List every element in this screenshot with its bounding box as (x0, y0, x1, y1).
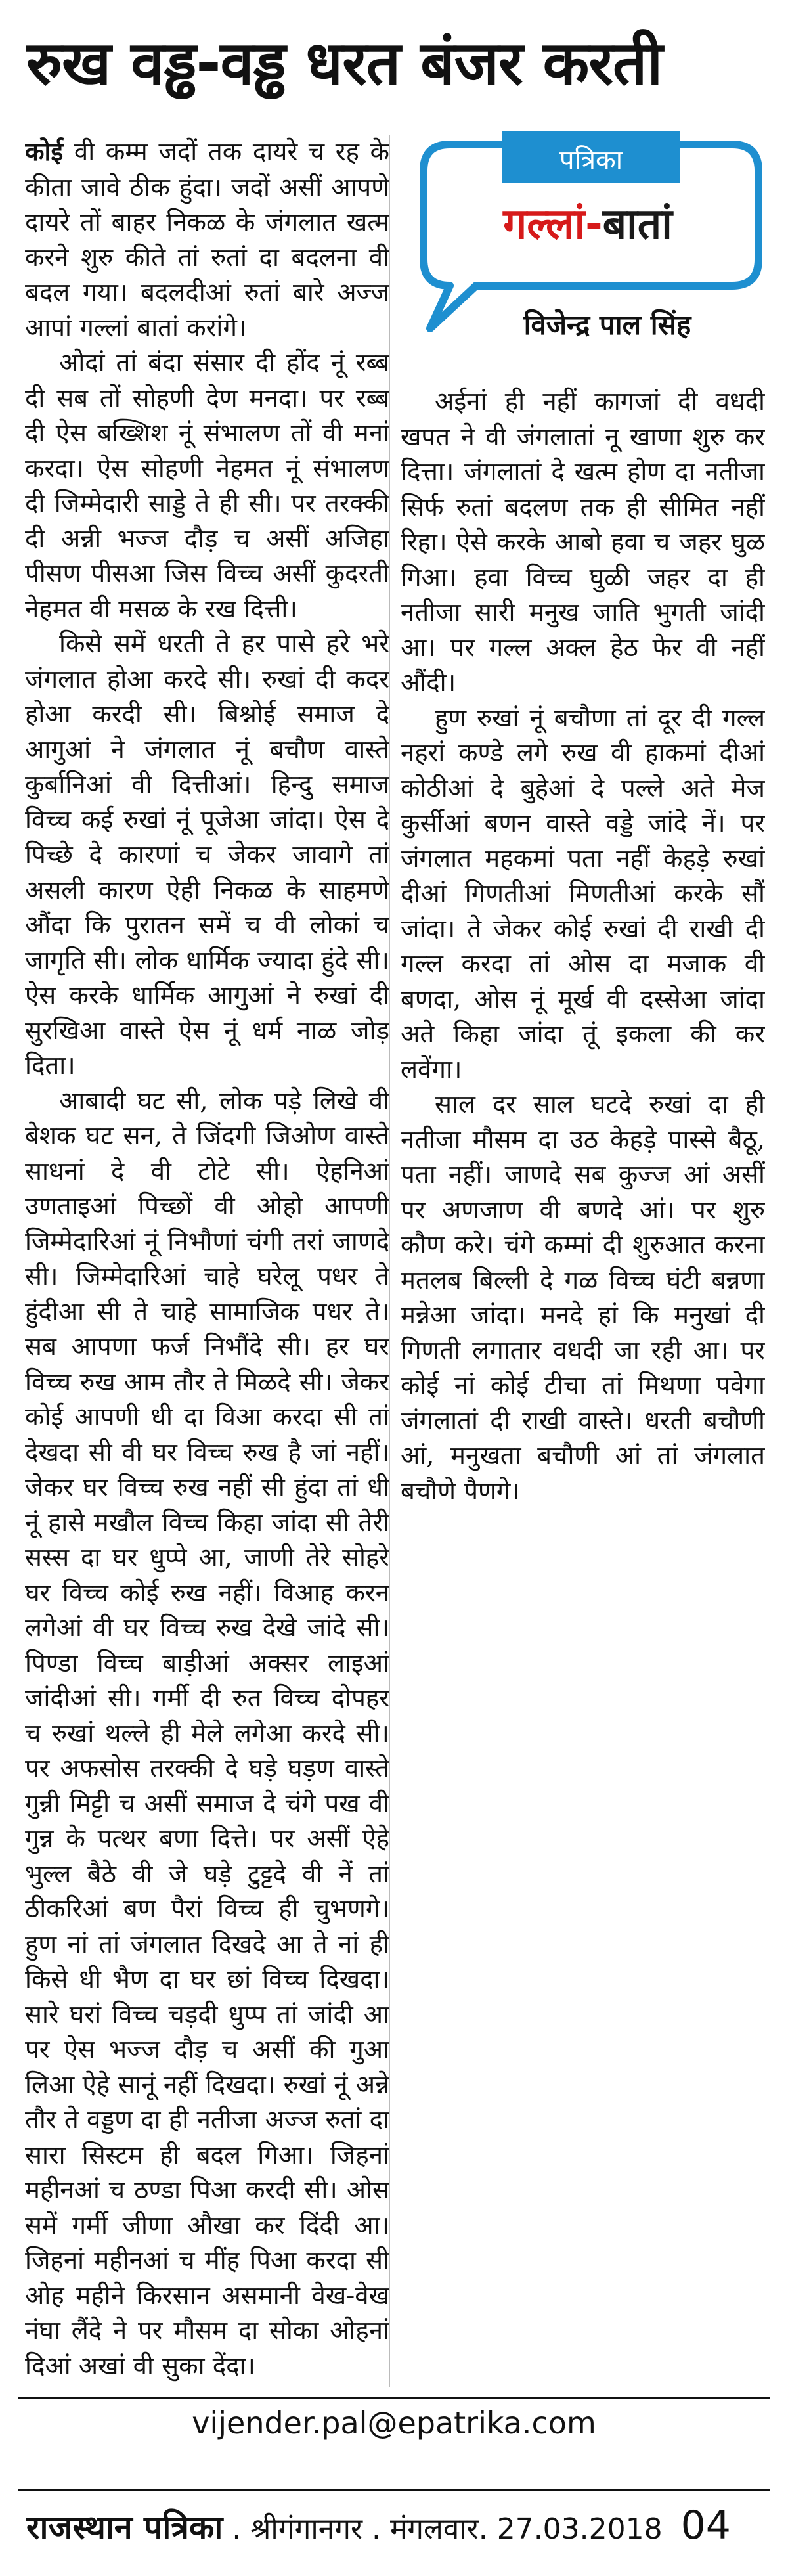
column-badge (404, 131, 765, 381)
issue-date: 27.03.2018 (496, 2512, 663, 2546)
article-column-right (401, 384, 765, 2394)
paragraph-5: अईनां ही नहीं कागजां दी वधदी खपत ने वी जंगलातां नू खाणा शुरु कर दित्ता। जंगलातां दे खत्म होण दा नतीजा सिर्फ रुतां बदलण तक ही सीमित नहीं रिहा। ऐसे करके आबो हवा च जहर घुळ गिआ। हवा विच्च घुळी जहर दा ही नतीजा सारी मनुख जाति भुगती जांदी आ। पर गल्ल अक्ल हेठ फेर वी नहीं औंदी। (401, 387, 765, 698)
lead-word: कोई (25, 137, 64, 167)
paragraph-1 (25, 135, 389, 345)
footer-rule-bottom (18, 2489, 770, 2491)
paragraph-6: हुण रुखां नूं बचौणा तां दूर दी गल्ल नहरां कण्डे लगे रुख वी हाकमां दीआं कोठीआं दे बुहेआं दे पल्ले अते मेज कुर्सीआं बणन वास्ते वड्डे जांदे नें। पर जंगलात महकमां पता नहीं केहड़े रुखां दीआं गिणतीआं मिणतीआं करके सौं जांदा। ते जेकर कोई रुखां दी राखी दी गल्ल करदा तां ओस दा मजाक वी बणदा, ओस नूं मूर्ख वी दस्सेआ जांदा अते किहा जांदा तूं इकला की कर लवेंगा। (401, 703, 765, 1084)
page-number: 04 (680, 2502, 731, 2548)
author-byline: विजेन्द्र पाल सिंह (523, 309, 691, 341)
column-title-separator: - (585, 200, 603, 249)
page-footer (26, 2502, 762, 2548)
column-label: पत्रिका (559, 145, 623, 175)
paragraph-3: किसे समें धरती ते हर पासे हरे भरे जंगलात होआ करदे सी। रुखां दी कदर होआ करदी सी। बिश्नोई समाज दे आगुआं ने जंगलात नूं बचौण वास्ते कुर्बानिआं वी दित्तीआं। हिन्दु समाज विच्च कई रुखां नूं पूजेआ जांदा। ऐस दे पिच्छे दे कारणां च जेकर जावागे तां असली कारण ऐही निकळ के साहमणे औंदा कि पुरातन समें च वी लोकां च जागृति सी। लोक धार्मिक ज्यादा हुंदे सी। ऐस करके धार्मिक आगुआं ने रुखां दी सुरखिआ वास्ते ऐस नूं धर्म नाळ जोड़ दिता। (25, 629, 389, 1080)
paragraph-4: आबादी घट सी, लोक पड़े लिखे वी बेशक घट सन, ते जिंदगी जिओण वास्ते साधनां दे वी टोटे सी। ऐहनिआं उणताइआं पिच्छों वी ओहो आपणी जिम्मेदारिआं नूं निभौणां चंगी तरां जाणदे सी। जिम्मेदारिआं चाहे घरेलू पधर ते हुंदीआ सी ते चाहे सामाजिक पधर ते। सब आपणा फर्ज निभौंदे सी। हर घर विच्च रुख आम तौर ते मिळदे सी। जेकर कोई आपणी धी दा विआ करदा सी तां देखदा सी वी घर विच्च रुख है जां नहीं। जेकर घर विच्च रुख नहीं सी हुंदा तां धी नूं हासे मखौल विच्च किहा जांदा सी तेरी सस्स दा घर धुप्पे आ, जाणी तेरे सोहरे घर विच्च कोई रुख नहीं। विआह करन लगेआं वी घर विच्च रुख देखे जांदे सी। पिण्डा विच्च बाड़ीआं अक्सर लाइआं जांदीआं सी। गर्मी दी रुत विच्च दोपहर च रुखां थल्ले ही मेले लगेआ करदे सी। पर अफसोस तरक्की दे घड़े घड़ण वास्ते गुन्नी मिट्टी च असीं समाज दे चंगे पख वी गुन्न के पत्थर बणा दित्ते। पर असीं ऐहे भुल्ल बैठे वी जे घड़े टुट्टदे वी नें तां ठीकरिआं बण पैरां विच्च ही चुभणगे। हुण नां तां जंगलात दिखदे आ ते नां ही किसे धी भैण दा घर छां विच्च दिखदा। सारे घरां विच्च चड़दी धुप्प तां जांदी आ पर ऐस भज्ज दौड़ च असीं की गुआ लिआ ऐहे सानूं नहीं दिखदा। रुखां नूं अन्ने तौर ते वड्डण दा ही नतीजा अज्ज रुतां दा सारा सिस्टम ही बदल गिआ। जिहनां महीनआं च ठण्डा पिआ करदी सी। ओस समें गर्मी जीणा औखा कर दिंदी आ। जिहनां महीनआं च मींह पिआ करदा सी ओह महीने किरसान असमानी वेख-वेख नंघा लैंदे ने पर मौसम दा सोका ओहनां दिआं अखां वी सुका देंदा। (25, 1086, 389, 2381)
paragraph-2: ओदां तां बंदा संसार दी होंद नूं रब्ब दी सब तों सोहणी देण मनदा। पर रब्ब दी ऐस बख्शिश नूं संभालण तों वी मनां करदा। ऐस सोहणी नेहमत नूं संभालण दी जिम्मेदारी साड्डे ते ही सी। पर तरक्की दी अन्नी भज्ज दौड़ च असीं अजिहा पीसण पीसआ जिस विच्च असीं कुदरती नेहमत वी मसळ के रख दित्ती। (25, 348, 389, 624)
footer-separator: . (362, 2512, 390, 2546)
paragraph-1-text: वी कम्म जदों तक दायरे च रह के कीता जावे ठीक हुंदा। जदों असीं आपणे दायरे तों बाहर निकळ के जंगलात खत्म करने शुरु कीते तां रुतां दा बदलना वी बदल गया। बदलदीआं रुतां बारे अज्ज आपां गल्लां बातां करांगे। (25, 137, 389, 343)
newspaper-name: राजस्थान पत्रिका (26, 2508, 223, 2546)
footer-separator: . (223, 2512, 251, 2546)
city-name: श्रीगंगानगर (250, 2512, 362, 2546)
article-column-left (25, 135, 389, 2394)
column-divider (389, 135, 390, 2387)
author-email[interactable]: vijender.pal@epatrika.com (192, 2405, 596, 2441)
day-name: मंगलवार (389, 2512, 479, 2546)
column-title-part2: बातां (602, 200, 672, 249)
footer-rule-top (18, 2397, 770, 2399)
headline: रुख वड्ढ-वड्ढ धरत बंजर करती (26, 28, 663, 99)
column-title-part1: गल्लां (503, 200, 586, 249)
column-title (443, 194, 732, 251)
paragraph-7: साल दर साल घटदे रुखां दा ही नतीजा मौसम दा उठ केहड़े पास्से बैठू, पता नहीं। जाणदे सब कुज्ज आं असीं पर अणजाण वी बणदे आं। पर शुरु कौण करे। चंगे कम्मां दी शुरुआत करना मतलब बिल्ली दे गळ विच्च घंटी बन्नणा मन्नेआ जांदा। मनदे हां कि मनुखां दी गिणती लगातार वधदी जा रही आ। पर कोई नां कोई टीचा तां मिथणा पवेगा जंगलातां दी राखी वास्ते। धरती बचौणी आं, मनुखता बचौणी आं तां जंगलात बचौणे पैणगे। (401, 1090, 765, 1506)
footer-separator: . (478, 2512, 497, 2546)
